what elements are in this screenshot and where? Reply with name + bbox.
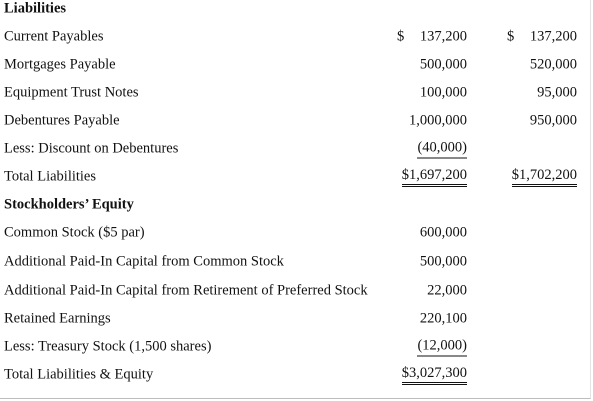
column-1-value: 100,000 bbox=[419, 84, 467, 101]
row-label: Less: Discount on Debentures bbox=[4, 140, 179, 157]
column-1-total: $1,697,200 bbox=[402, 167, 467, 187]
table-row bbox=[0, 107, 591, 135]
column-1-value: 500,000 bbox=[419, 56, 467, 73]
table-row bbox=[0, 219, 591, 247]
column-2-value: 950,000 bbox=[529, 112, 577, 129]
table-row bbox=[0, 23, 591, 51]
liabilities-heading: Liabilities bbox=[4, 0, 67, 17]
table-row bbox=[0, 163, 591, 191]
row-label: Total Liabilities bbox=[4, 168, 97, 185]
row-label: Debentures Payable bbox=[4, 112, 120, 129]
equity-heading: Stockholders’ Equity bbox=[4, 196, 134, 213]
column-2-value bbox=[507, 29, 577, 46]
column-1-value: (40,000) bbox=[417, 140, 467, 159]
table-row bbox=[0, 51, 591, 79]
currency-symbol: $ bbox=[507, 28, 515, 45]
column-1-value: 500,000 bbox=[419, 253, 467, 270]
liabilities-heading-row bbox=[0, 0, 591, 23]
currency-symbol: $ bbox=[397, 28, 405, 45]
column-1-value: 220,100 bbox=[419, 310, 467, 327]
table-row bbox=[0, 135, 591, 163]
column-1-value: 600,000 bbox=[419, 224, 467, 241]
column-1-total: $3,027,300 bbox=[402, 365, 467, 385]
table-row bbox=[0, 79, 591, 107]
column-1-value: (12,000) bbox=[417, 338, 467, 357]
row-label: Less: Treasury Stock (1,500 shares) bbox=[4, 338, 212, 355]
value-number: 137,200 bbox=[529, 28, 577, 45]
table-row bbox=[0, 361, 591, 389]
column-1-value: 1,000,000 bbox=[409, 112, 467, 129]
table-row bbox=[0, 248, 591, 276]
value-number: 137,200 bbox=[419, 28, 467, 45]
table-row bbox=[0, 333, 591, 361]
column-2-total: $1,702,200 bbox=[512, 167, 577, 187]
column-1-value bbox=[397, 29, 467, 46]
column-2-value: 95,000 bbox=[537, 84, 577, 101]
row-label: Additional Paid-In Capital from Retirement of Preferred Stock bbox=[4, 282, 368, 299]
equity-heading-row bbox=[0, 191, 591, 219]
row-label: Equipment Trust Notes bbox=[4, 84, 139, 101]
row-label: Retained Earnings bbox=[4, 310, 111, 327]
column-1-value: 22,000 bbox=[427, 282, 467, 299]
table-row bbox=[0, 305, 591, 333]
table-row bbox=[0, 277, 591, 305]
row-label: Mortgages Payable bbox=[4, 56, 116, 73]
row-label: Additional Paid-In Capital from Common Stock bbox=[4, 253, 284, 270]
row-label: Current Payables bbox=[4, 28, 104, 45]
row-label: Common Stock ($5 par) bbox=[4, 224, 145, 241]
column-2-value: 520,000 bbox=[529, 56, 577, 73]
row-label: Total Liabilities & Equity bbox=[4, 366, 154, 383]
